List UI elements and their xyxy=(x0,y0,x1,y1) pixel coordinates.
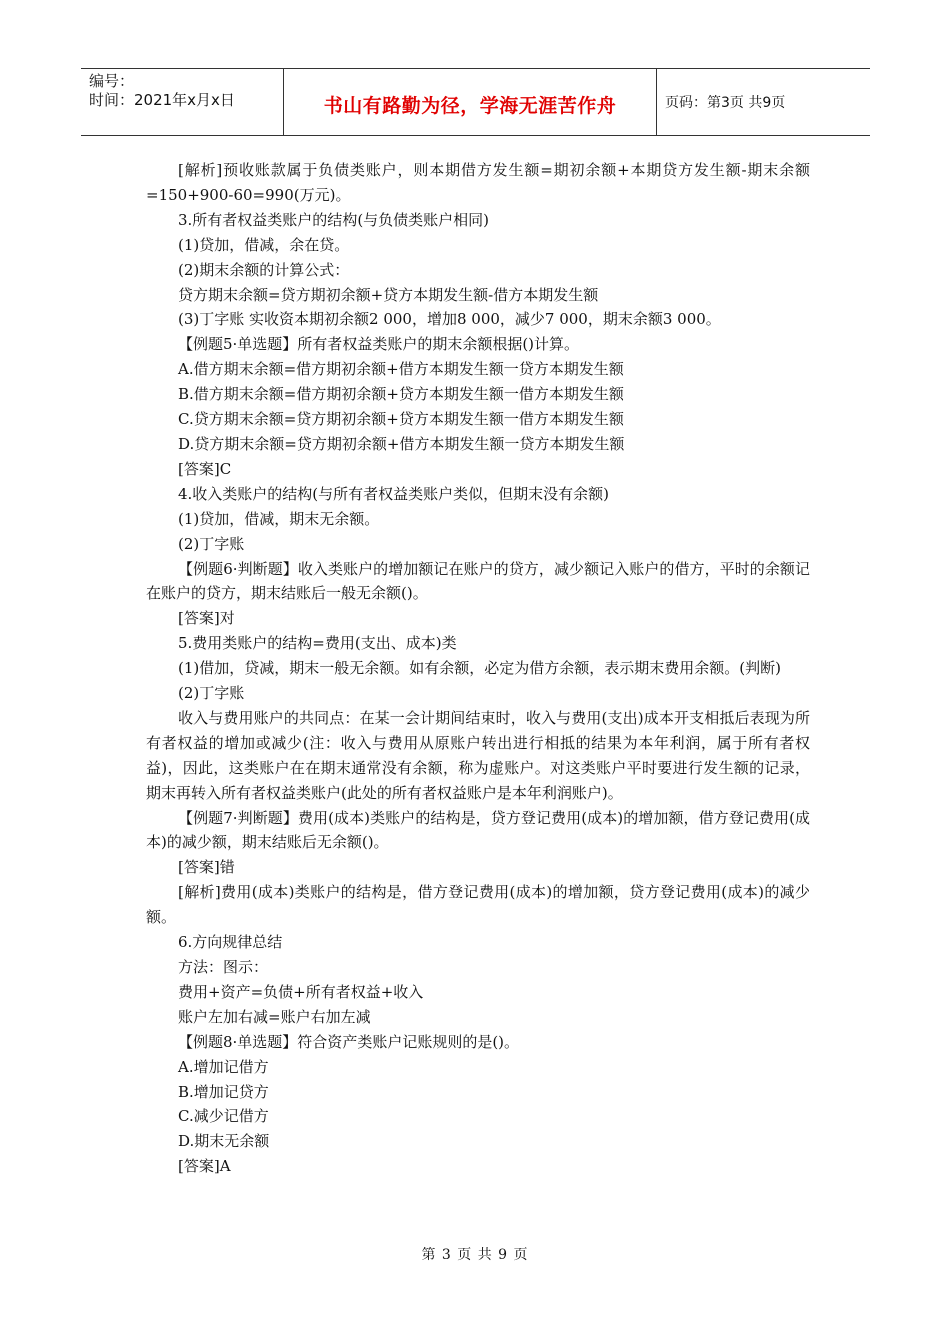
paragraph: 方法：图示： xyxy=(178,958,269,976)
option-d: D.期末无余额 xyxy=(178,1132,270,1151)
answer: [答案]C xyxy=(178,459,232,478)
section-heading: 4.收入类账户的结构(与所有者权益类账户类似，但期末没有余额) xyxy=(178,484,610,503)
example-question: 【例题7·判断题】费用(成本)类账户的结构是，贷方登记费用(成本)的增加额，借方登记费用(成本)的减少额，期末结账后无余额()。 xyxy=(146,808,810,852)
section-heading: 5.费用类账户的结构=费用(支出、成本)类 xyxy=(178,634,457,653)
header-left-cell xyxy=(81,69,283,135)
paragraph: (1)贷加，借减，期末无余额。 xyxy=(178,509,380,528)
example-question: 【例题6·判断题】收入类账户的增加额记在账户的贷方，减少额记入账户的借方，平时的余额记在账户的贷方，期末结账后一般无余额()。 xyxy=(146,559,810,603)
paragraph: [解析]预收账款属于负债类账户，则本期借方发生额=期初余额+本期贷方发生额-期末余额=150+900-60=990(万元)。 xyxy=(146,161,810,204)
analysis: [解析]费用(成本)类账户的结构是，借方登记费用(成本)的增加额，贷方登记费用(成本)的减少额。 xyxy=(146,883,810,927)
paragraph: (3)丁字账 实收资本期初余额2 000，增加8 000，减少7 000，期末余额3 000。 xyxy=(178,310,721,329)
option-b: B.增加记贷方 xyxy=(178,1082,269,1101)
example-question: 【例题8·单选题】符合资产类账户记账规则的是()。 xyxy=(178,1032,520,1051)
paragraph: (2)丁字账 xyxy=(178,534,245,553)
option-c: C.贷方期末余额=贷方期初余额+贷方本期发生额一借方本期发生额 xyxy=(178,410,624,429)
section-heading: 3.所有者权益类账户的结构(与负债类账户相同) xyxy=(178,210,490,229)
header-page-cell xyxy=(657,69,870,135)
time-label: 时间：2021年x月x日 xyxy=(89,91,235,109)
option-a: A.借方期末余额=借方期初余额+借方本期发生额一贷方本期发生额 xyxy=(178,360,624,379)
page-info: 页码：第3页 共9页 xyxy=(665,95,786,111)
formula-line: 账户左加右减=账户右加左减 xyxy=(178,1007,371,1026)
answer: [答案]对 xyxy=(178,609,235,628)
option-b: B.借方期末余额=借方期初余额+贷方本期发生额一借方本期发生额 xyxy=(178,385,624,404)
paragraph: (1)借加，贷减，期末一般无余额。如有余额，必定为借方余额，表示期末费用余额。(判断) xyxy=(178,659,781,678)
header-motto-cell xyxy=(283,69,657,135)
document-header xyxy=(81,68,870,136)
answer: [答案]错 xyxy=(178,858,235,877)
page-footer: 第 3 页 共 9 页 xyxy=(421,1247,529,1263)
formula-line: 贷方期末余额=贷方期初余额+贷方本期发生额-借方本期发生额 xyxy=(178,285,599,304)
document-body xyxy=(146,158,810,1179)
paragraph: (2)期末余额的计算公式： xyxy=(178,260,350,279)
paragraph: 收入与费用账户的共同点：在某一会计期间结束时，收入与费用(支出)成本开支相抵后表现为所有者权益的增加或减少(注：收入与费用从原账户转出进行相抵的结果为本年利润，属于所有者权益)，因此，这类账户在在期末通常没有余额，称为虚账户。对这类账户平时要进行发生额的记录，期末再转入所有者权益类账户(此处的所有者权益账户是本年利润账户)。 xyxy=(146,708,810,802)
paragraph: (2)丁字账 xyxy=(178,684,245,703)
section-heading: 6.方向规律总结 xyxy=(178,933,283,952)
option-a: A.增加记借方 xyxy=(178,1057,269,1076)
option-d: D.贷方期末余额=贷方期初余额+借方本期发生额一贷方本期发生额 xyxy=(178,434,625,453)
example-question: 【例题5·单选题】所有者权益类账户的期末余额根据()计算。 xyxy=(178,335,580,354)
answer: [答案]A xyxy=(178,1157,231,1176)
paragraph: (1)贷加，借减，余在贷。 xyxy=(178,235,350,254)
motto: 书山有路勤为径，学海无涯苦作舟 xyxy=(323,94,617,117)
option-c: C.减少记借方 xyxy=(178,1107,269,1126)
number-label: 编号： xyxy=(89,72,135,90)
formula-line: 费用+资产=负债+所有者权益+收入 xyxy=(178,982,424,1001)
